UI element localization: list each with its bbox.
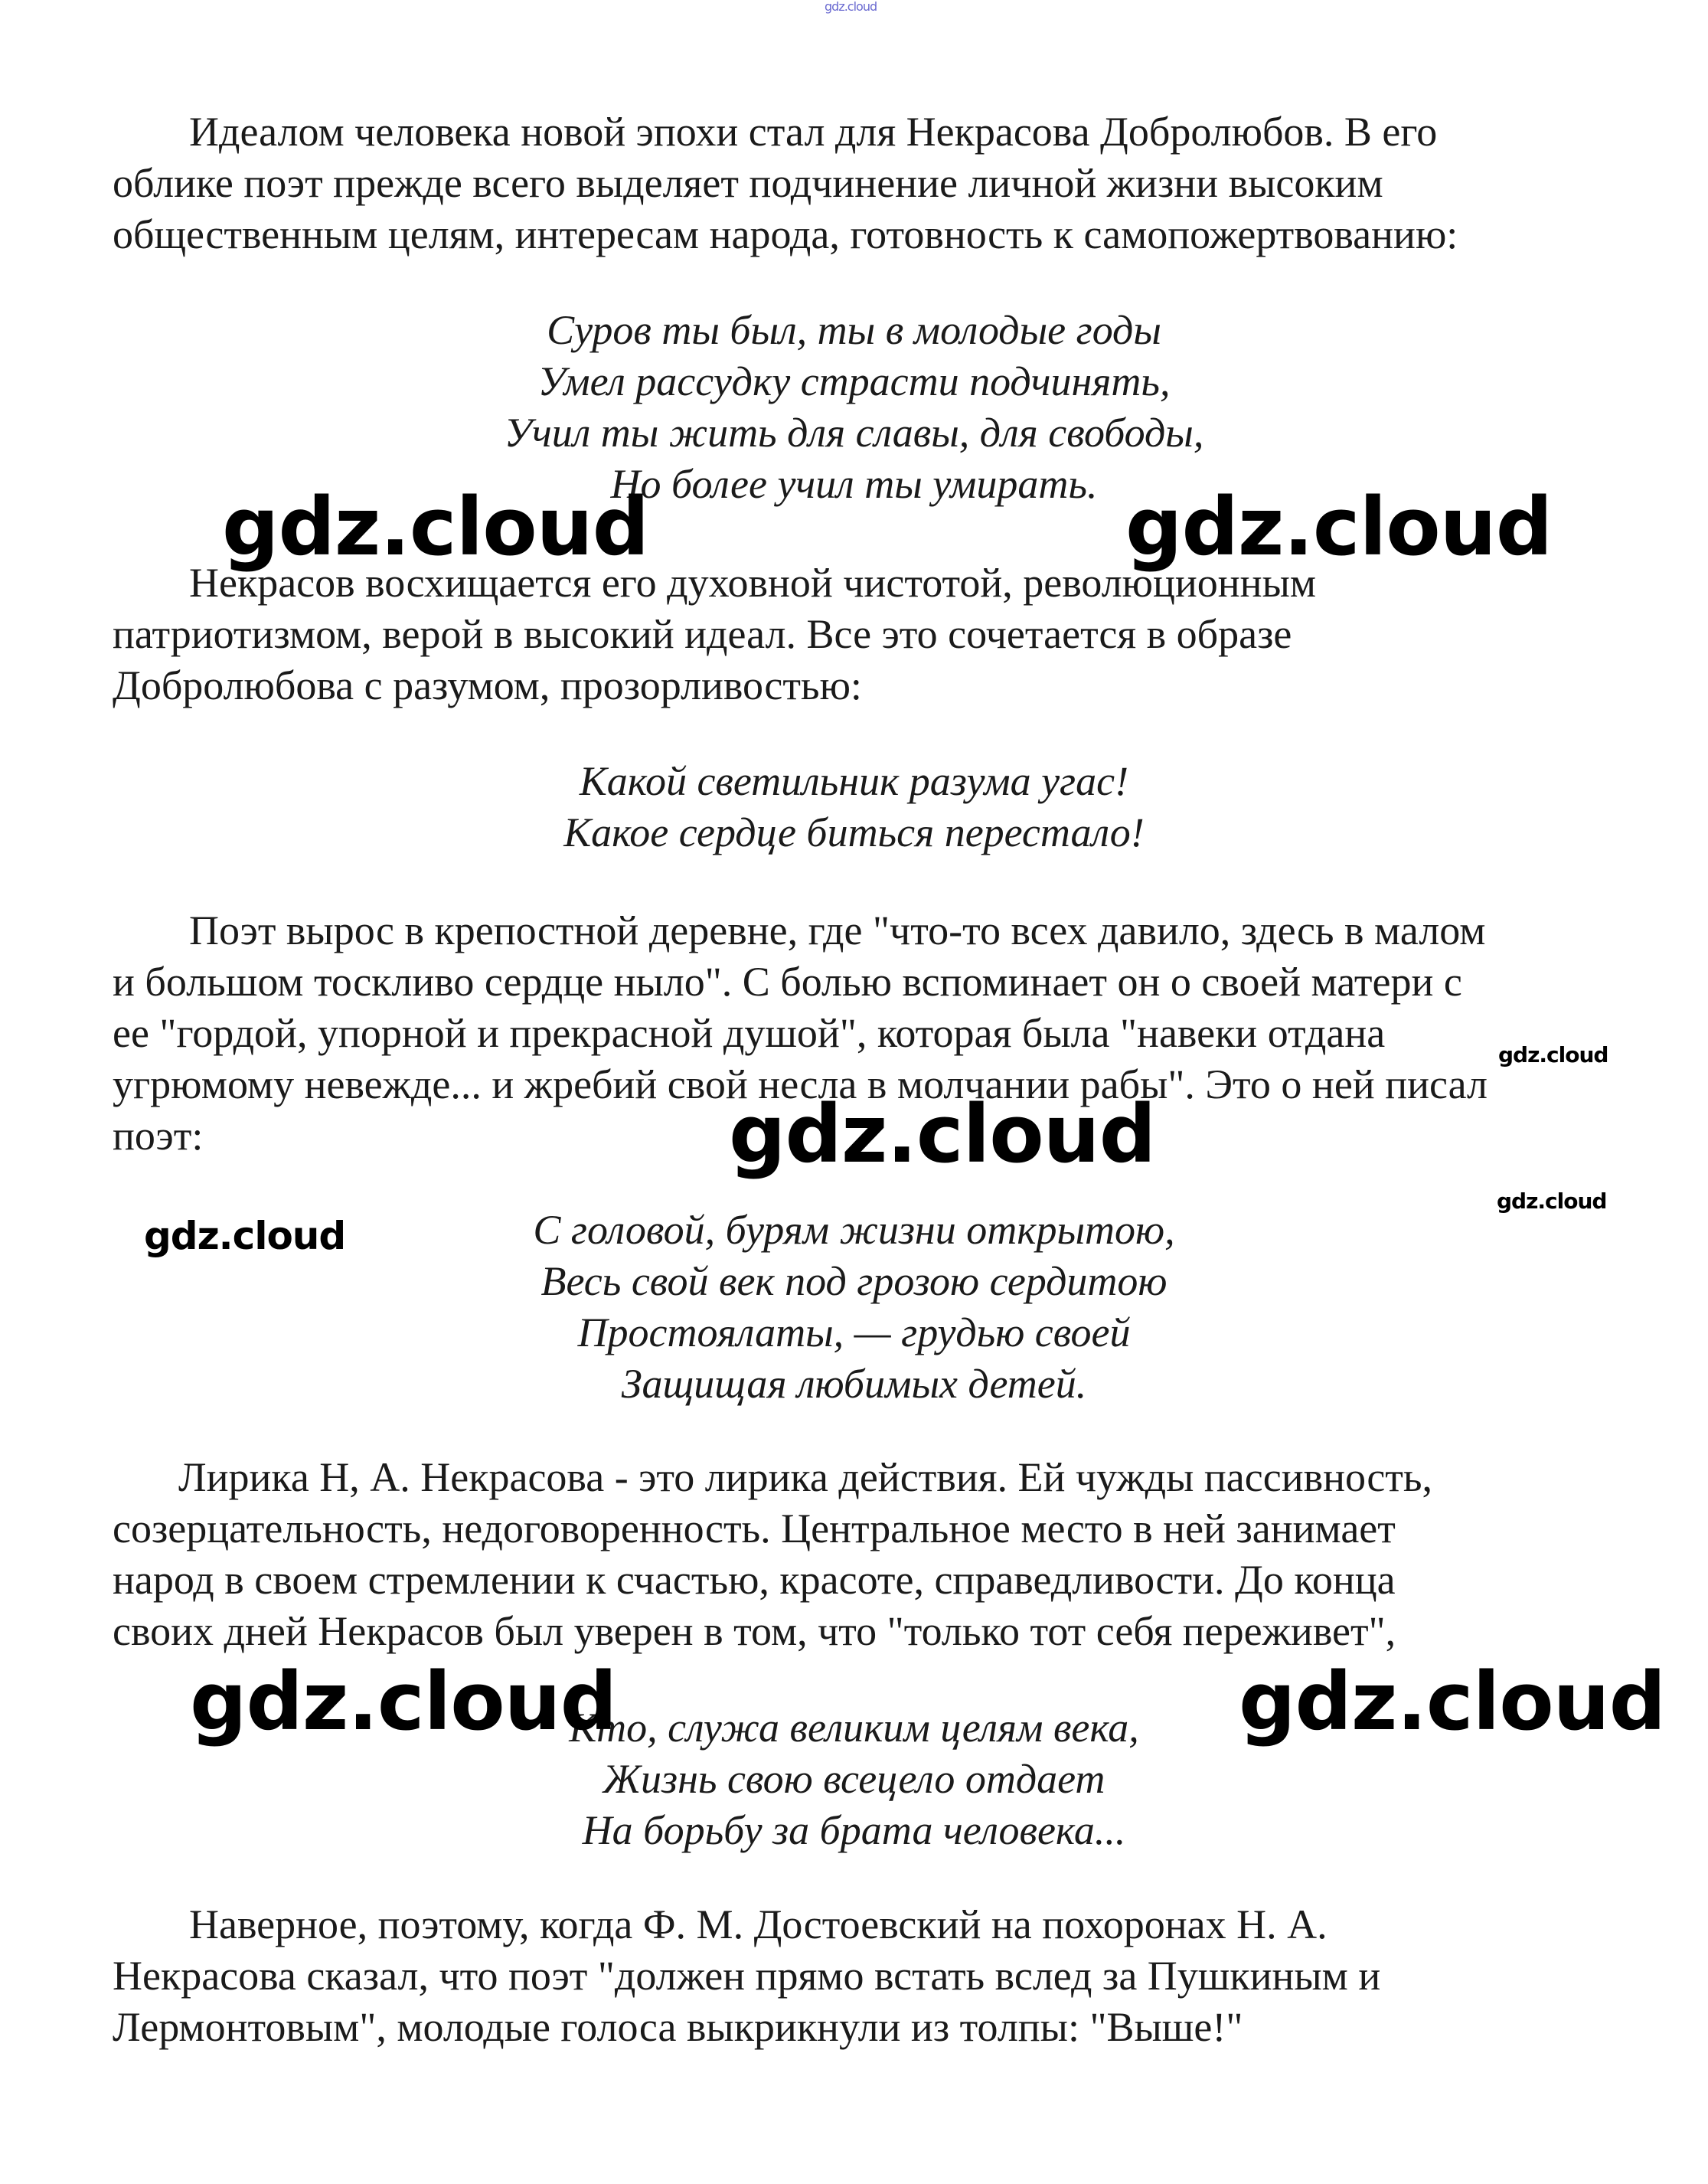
verse-line: Какой светильник разума угас! (579, 758, 1129, 804)
paragraph-line: Наверное, поэтому, когда Ф. М. Достоевский на похоронах Н. А. (189, 1901, 1328, 1947)
paragraph-line: поэт: (113, 1113, 204, 1159)
verse-line: С головой, бурям жизни открытою, (533, 1207, 1175, 1253)
verse-line: Защищая любимых детей. (621, 1361, 1087, 1407)
watermark: gdz.cloud (190, 1655, 617, 1748)
paragraph-5 (113, 1899, 1613, 2053)
watermark: gdz.cloud (1497, 1188, 1607, 1214)
paragraph-line: Некрасов восхищается его духовной чистотой, революционным (189, 560, 1317, 606)
paragraph-line: Некрасова сказал, что поэт "должен прямо встать вслед за Пушкиным и (113, 1953, 1381, 1999)
verse-line: Простоялаты, — грудью своей (577, 1309, 1131, 1355)
verse-1 (0, 305, 1708, 510)
header-watermark: gdz.cloud (825, 0, 877, 14)
paragraph-line: своих дней Некрасов был уверен в том, что "только тот себя переживет", (113, 1608, 1396, 1654)
verse-line: На борьбу за брата человека... (582, 1807, 1126, 1853)
paragraph-line: Добролюбова с разумом, прозорливостью: (113, 662, 862, 708)
paragraph-line: Лермонтовым", молодые голоса выкрикнули из толпы: "Выше!" (113, 2004, 1243, 2050)
paragraph-1 (113, 106, 1613, 260)
paragraph-line: патриотизмом, верой в высокий идеал. Все это сочетается в образе (113, 611, 1292, 657)
paragraph-line: ее "гордой, упорной и прекрасной душой", которая была "навеки отдана (113, 1010, 1386, 1056)
verse-line: Суров ты был, ты в молодые годы (547, 307, 1161, 353)
verse-line: Но более учил ты умирать. (610, 461, 1098, 507)
verse-line: Умел рассудку страсти подчинять, (537, 358, 1171, 404)
verse-line: Весь свой век под грозою сердитою (540, 1258, 1168, 1304)
watermark: gdz.cloud (1125, 480, 1553, 574)
paragraph-line: созерцательность, недоговоренность. Центральное место в ней занимает (113, 1506, 1396, 1551)
paragraph-2 (113, 557, 1613, 711)
verse-line: Кто, служа великим целям века, (569, 1705, 1139, 1751)
paragraph-line: Поэт вырос в крепостной деревне, где "что-то всех давило, здесь в малом (189, 907, 1486, 953)
paragraph-line: общественным целям, интересам народа, готовность к самопожертвованию: (113, 211, 1458, 257)
watermark: gdz.cloud (144, 1214, 346, 1258)
verse-line: Жизнь свою всецело отдает (603, 1756, 1105, 1802)
paragraph-line: народ в своем стремлении к счастью, красоте, справедливости. До конца (113, 1557, 1396, 1603)
paragraph-line: Лирика Н, А. Некрасова - это лирика действия. Ей чужды пассивность, (178, 1454, 1433, 1500)
watermark: gdz.cloud (729, 1087, 1156, 1181)
paragraph-line: и большом тоскливо сердце ныло". С болью вспоминает он о своей матери с (113, 959, 1462, 1005)
verse-2 (0, 756, 1708, 858)
paragraph-line: облике поэт прежде всего выделяет подчинение личной жизни высоким (113, 160, 1383, 206)
verse-line: Какое сердце биться перестало! (563, 809, 1145, 855)
watermark: gdz.cloud (1498, 1042, 1608, 1067)
paragraph-line: Идеалом человека новой эпохи стал для Некрасова Добролюбов. В его (189, 109, 1438, 155)
paragraph-4 (113, 1452, 1613, 1657)
paragraph-line: угрюмому невежде... и жребий свой несла в молчании рабы". Это о ней писал (113, 1061, 1488, 1107)
watermark: gdz.cloud (222, 480, 649, 574)
verse-line: Учил ты жить для славы, для свободы, (504, 410, 1204, 456)
watermark: gdz.cloud (1239, 1655, 1666, 1748)
